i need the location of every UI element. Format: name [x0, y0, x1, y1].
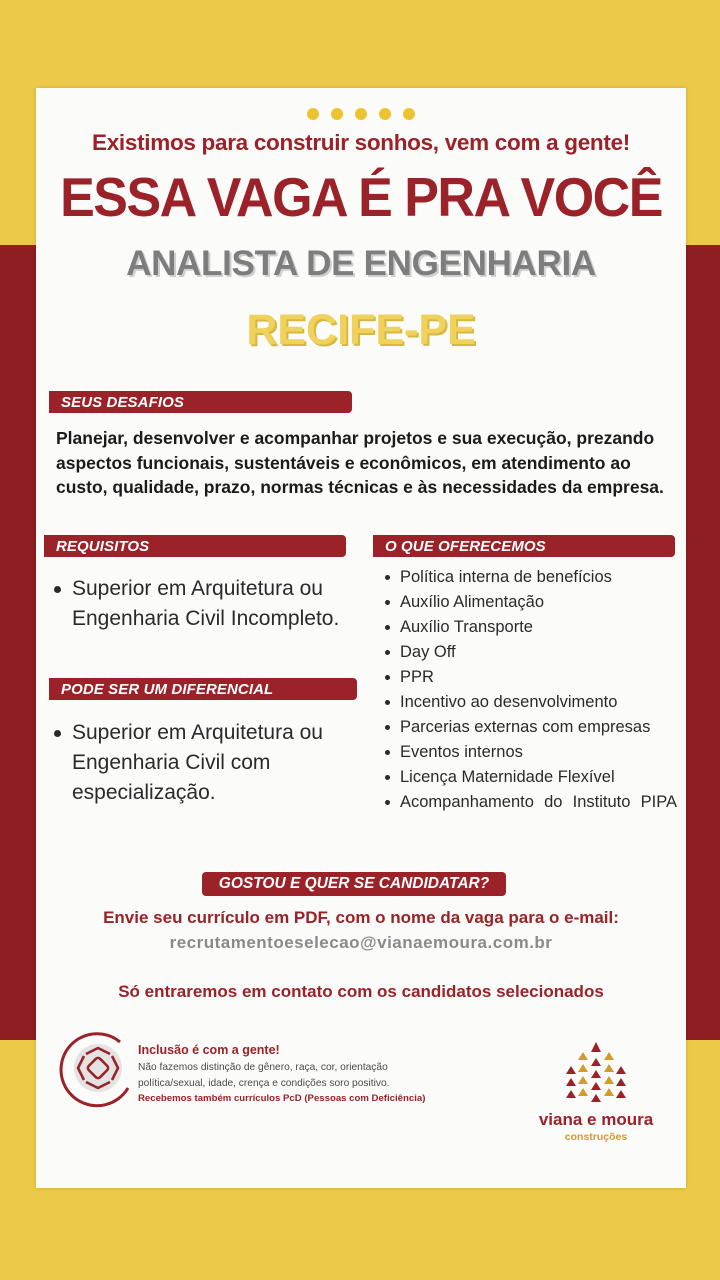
cta-note: Só entraremos em contato com os candidatos selecionados: [118, 982, 604, 1001]
oferecemos-list: [373, 565, 685, 815]
section-label-cta: GOSTOU E QUER SE CANDIDATAR?: [202, 872, 506, 896]
list-item: Incentivo ao desenvolvimento: [373, 690, 685, 715]
inclusion-block: [138, 1043, 468, 1106]
cta-email-link[interactable]: recrutamentoeselecao@vianaemoura.com.br: [169, 933, 553, 952]
inclusion-line: Não fazemos distinção de gênero, raça, cor, orientação: [138, 1062, 388, 1073]
tagline: Existimos para construir sonhos, vem com a gente!: [92, 130, 630, 155]
desafios-text: Planejar, desenvolver e acompanhar projetos e sua execução, prezando aspectos funcionais, sustentáveis e econômicos, em atendimento ao custo, qualidade, prazo, normas técnicas e às necessidades da empresa.: [56, 428, 664, 497]
list-item: Day Off: [373, 640, 685, 665]
list-item: Eventos internos: [373, 740, 685, 765]
inclusion-hands-icon: [58, 1028, 138, 1108]
dot-icon: [331, 108, 343, 120]
section-label-diferencial: PODE SER UM DIFERENCIAL: [49, 678, 357, 700]
list-item: Superior em Arquitetura ou Engenharia Civil Incompleto.: [36, 574, 356, 634]
list-item: Política interna de benefícios: [373, 565, 685, 590]
dot-icon: [379, 108, 391, 120]
inclusion-pcd-line: Recebemos também currículos PcD (Pessoas com Deficiência): [138, 1093, 426, 1104]
list-item: Superior em Arquitetura ou Engenharia Civil com especialização.: [36, 718, 346, 808]
dot-icon: [355, 108, 367, 120]
list-item: Parcerias externas com empresas: [373, 715, 685, 740]
section-label-oferecemos: O QUE OFERECEMOS: [373, 535, 675, 557]
diferencial-list: [36, 718, 346, 808]
headline: ESSA VAGA É PRA VOCÊ: [60, 167, 662, 229]
list-item: Licença Maternidade Flexível: [373, 765, 685, 790]
logo-subtitle: construções: [564, 1131, 628, 1143]
company-logo: [516, 1038, 676, 1148]
list-item: Auxílio Transporte: [373, 615, 685, 640]
job-location: RECIFE-PE: [246, 306, 476, 354]
dot-icon: [307, 108, 319, 120]
list-item: Auxílio Alimentação: [373, 590, 685, 615]
section-label-requisitos: REQUISITOS: [44, 535, 346, 557]
section-label-desafios: SEUS DESAFIOS: [49, 391, 352, 413]
dot-icon: [403, 108, 415, 120]
decorative-dots: [36, 108, 686, 120]
job-role-title: ANALISTA DE ENGENHARIA: [126, 244, 596, 283]
list-item: PPR: [373, 665, 685, 690]
inclusion-title: Inclusão é com a gente!: [138, 1043, 280, 1057]
list-item: Acompanhamento do Instituto PIPA: [373, 790, 685, 815]
requisitos-list: [36, 574, 356, 634]
logo-name: viana e moura: [538, 1110, 654, 1129]
cta-instructions: Envie seu currículo em PDF, com o nome da vaga para o e-mail:: [103, 908, 619, 927]
job-post-card: [36, 88, 686, 1188]
wheat-logo-icon: [564, 1038, 628, 1110]
inclusion-line: política/sexual, idade, crença e condições soro positivo.: [138, 1078, 390, 1089]
